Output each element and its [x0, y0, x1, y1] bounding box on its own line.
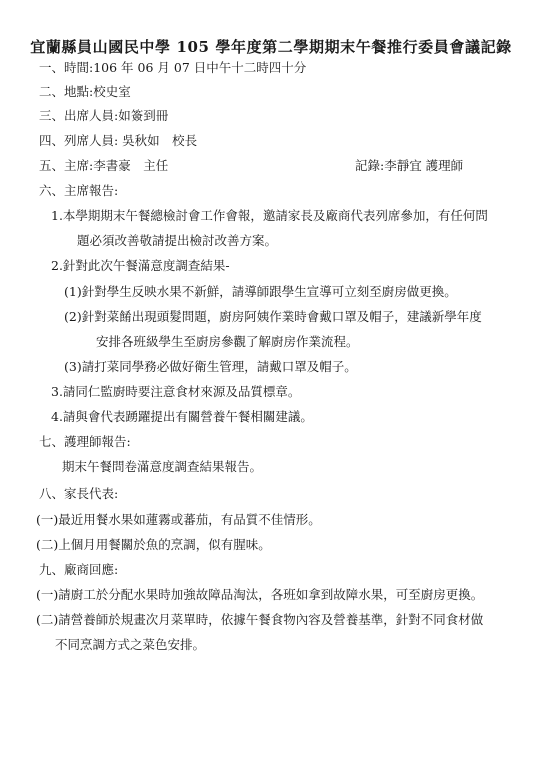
meeting-observers: 四、列席人員: 吳秋如 校長: [39, 133, 198, 148]
chair-report-item-2: 2.針對此次午餐滿意度調查結果-: [51, 258, 230, 273]
parents-heading: 八、家長代表:: [39, 486, 119, 501]
chair-report-item-3: 3.請同仁監廚時要注意食材來源及品質標章。: [51, 384, 301, 399]
nurse-report-text: 期末午餐問卷滿意度調查結果報告。: [62, 459, 263, 474]
nurse-report-heading: 七、護理師報告:: [39, 434, 131, 449]
chair-report-heading: 六、主席報告:: [39, 183, 119, 198]
chair-report-item-1-cont: 題必須改善敬請提出檢討改善方案。: [77, 233, 278, 248]
chair-report-sub-2: (2)針對菜餚出現頭髮問題，廚房阿姨作業時會戴口罩及帽子，建議新學年度: [64, 309, 482, 324]
meeting-time: 一、時間:106 年 06 月 07 日中午十二時四十分: [39, 60, 307, 75]
parents-item-2: (二)上個月用餐關於魚的烹調，似有腥味。: [36, 537, 271, 552]
chair-report-item-1: 1.本學期期末午餐總檢討會工作會報，邀請家長及廠商代表列席參加，有任何問: [51, 208, 488, 223]
vendor-item-1: (一)請廚工於分配水果時加強故障品淘汰，各班如拿到故障水果，可至廚房更換。: [36, 587, 484, 602]
vendor-heading: 九、廠商回應:: [39, 562, 119, 577]
meeting-chair: 五、主席:李書豪 主任: [39, 158, 169, 173]
parents-item-1: (一)最近用餐水果如蓮霧或蕃茄，有品質不佳情形。: [36, 512, 321, 527]
chair-report-sub-2-cont: 安排各班級學生至廚房參觀了解廚房作業流程。: [96, 334, 359, 349]
chair-report-sub-1: (1)針對學生反映水果不新鮮，請導師跟學生宣導可立刻至廚房做更換。: [64, 284, 457, 299]
meeting-recorder: 記錄:李靜宜 護理師: [355, 158, 464, 173]
vendor-item-2: (二)請營養師於規畫次月菜單時，依據午餐食物內容及營養基準，針對不同食材做: [36, 612, 484, 627]
vendor-item-2-cont: 不同烹調方式之菜色安排。: [55, 637, 206, 652]
meeting-place: 二、地點:校史室: [39, 84, 131, 99]
chair-report-item-4: 4.請與會代表踴躍提出有關營養午餐相關建議。: [51, 409, 313, 424]
meeting-attendees: 三、出席人員:如簽到冊: [39, 108, 169, 123]
chair-report-sub-3: (3)請打菜同學務必做好衛生管理，請戴口罩及帽子。: [64, 359, 357, 374]
document-title: 宜蘭縣員山國民中學 105 學年度第二學期期末午餐推行委員會議記錄: [30, 38, 512, 56]
